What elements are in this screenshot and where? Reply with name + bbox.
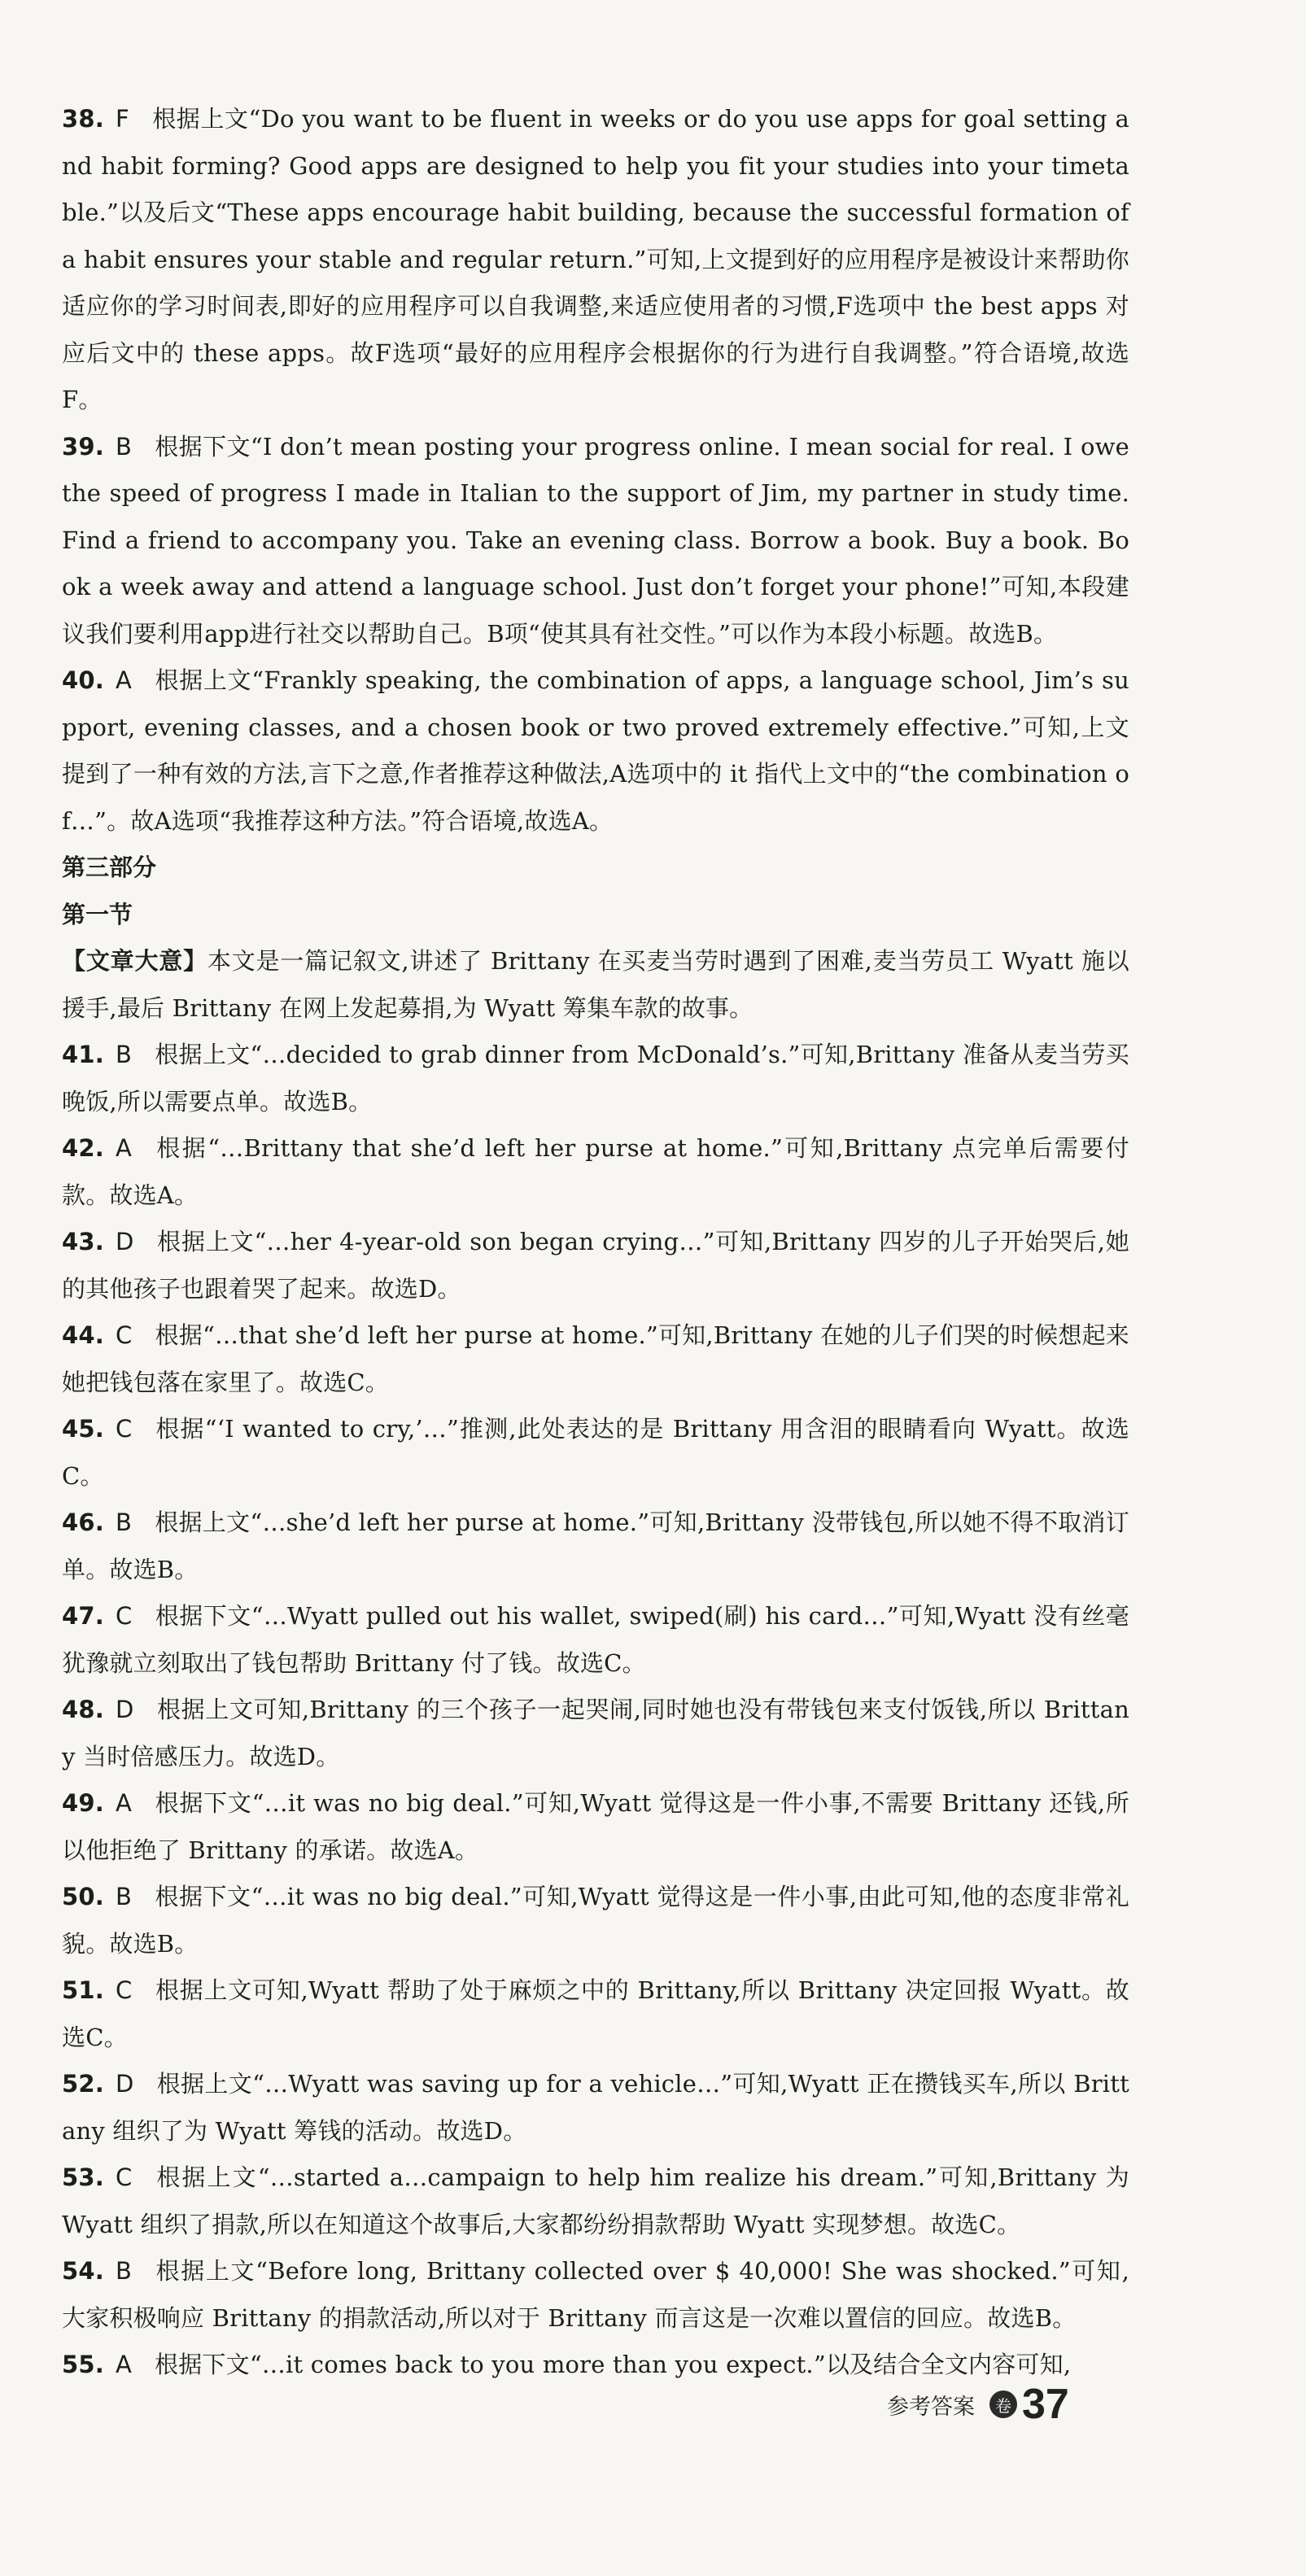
question-number: 51. (62, 1976, 104, 2004)
answer-item (62, 1032, 1129, 1125)
question-number: 54. (62, 2257, 104, 2285)
answer-explanation: 根据下文“…it was no big deal.”可知,Wyatt 觉得这是一件小事,不需要 Brittany 还钱,所以他拒绝了 Brittany 的承诺。故选A。 (62, 1789, 1129, 1864)
answer-item (62, 657, 1129, 845)
question-number: 45. (62, 1415, 104, 1443)
answer-item (62, 96, 1129, 424)
answer-item (62, 2061, 1129, 2155)
summary-text: 本文是一篇记叙文,讲述了 Brittany 在买麦当劳时遇到了困难,麦当劳员工 Wyatt 施以援手,最后 Brittany 在网上发起募捐,为 Wyatt 筹集车款的故事。 (62, 947, 1130, 1022)
question-number: 40. (62, 666, 104, 694)
answer-item (62, 1500, 1129, 1593)
answer-item (62, 1874, 1129, 1967)
answer-item (62, 1219, 1129, 1312)
volume-badge-icon: 卷 (989, 2390, 1017, 2418)
answer-explanation: 根据“…that she’d left her purse at home.”可知,Brittany 在她的儿子们哭的时候想起来她把钱包落在家里了。故选C。 (62, 1321, 1129, 1396)
answer-explanation: 根据上文“Frankly speaking, the combination of apps, a language school, Jim’s support, evening classes, and a chosen book or two proved extremely effective.”可知,上文提到了一种有效的方法,言下之意,作者推荐这种做法,A选项中的 it 指代上文中的“the combination of…”。故A选项“我推荐这种方法。”符合语境,故选A。 (62, 666, 1129, 835)
question-number: 49. (62, 1789, 104, 1817)
question-number: 38. (62, 105, 104, 133)
footer-label: 参考答案 (887, 2394, 975, 2420)
question-number: 44. (62, 1321, 104, 1349)
answer-explanation: 根据上文“Before long, Brittany collected over $ 40,000! She was shocked.”可知,大家积极响应 Brittany 的捐款活动,所以对于 Brittany 而言这是一次难以置信的回应。故选B。 (62, 2257, 1129, 2332)
answer-explanation: 根据上文“Do you want to be fluent in weeks or do you use apps for goal setting and habit forming? Good apps are designed to help you fit your studies into your timetable.”以及后文“These apps encourage habit building, because the successful formation of a habit ensures your stable and regular return.”可知,上文提到好的应用程序是被设计来帮助你适应你的学习时间表,即好的应用程序可以自我调整,来适应使用者的习惯,F选项中 the best apps 对应后文中的 these apps。故F选项“最好的应用程序会根据你的行为进行自我调整。”符合语境,故选F。 (62, 105, 1129, 413)
answer-option: B (115, 432, 133, 461)
answer-option: D (115, 1228, 134, 1255)
answer-item (62, 1967, 1129, 2061)
answer-option: B (115, 1508, 133, 1536)
page-number: 37 (1022, 2381, 1069, 2428)
answer-explanation: 根据“…Brittany that she’d left her purse at home.”可知,Brittany 点完单后需要付款。故选A。 (62, 1134, 1129, 1209)
question-number: 50. (62, 1883, 104, 1910)
question-number: 55. (62, 2351, 104, 2378)
answer-option: C (115, 1321, 133, 1349)
answer-item (62, 1125, 1129, 1219)
summary-tag: 【文章大意】 (62, 947, 207, 975)
answer-item (62, 2155, 1129, 2248)
answer-option: F (115, 105, 129, 133)
section-heading: 第三部分 (62, 854, 157, 881)
subsection-heading: 第一节 (62, 900, 133, 928)
answer-option: C (115, 2163, 133, 2191)
answer-explanation: 根据下文“…Wyatt pulled out his wallet, swiped(刷) his card…”可知,Wyatt 没有丝毫犹豫就立刻取出了钱包帮助 Brittany 付了钱。故选C。 (62, 1602, 1129, 1677)
answer-option: C (115, 1602, 133, 1630)
question-number: 43. (62, 1228, 104, 1255)
answer-item (62, 2248, 1129, 2342)
answer-explanation: 根据上文“…she’d left her purse at home.”可知,Brittany 没带钱包,所以她不得不取消订单。故选B。 (62, 1508, 1129, 1583)
answer-explanation: 根据下文“I don’t mean posting your progress online. I mean social for real. I owe the speed of progress I made in Italian to the support of Jim, my partner in study time. Find a friend to accompany you. Take an evening class. Borrow a book. Buy a book. Book a week away and attend a language school. Just don’t forget your phone!”可知,本段建议我们要利用app进行社交以帮助自己。B项“使其具有社交性。”可以作为本段小标题。故选B。 (62, 432, 1129, 648)
answer-item (62, 1312, 1129, 1406)
answer-option: A (115, 2351, 133, 2378)
answer-item (62, 1780, 1129, 1874)
question-number: 42. (62, 1134, 104, 1162)
answer-option: A (115, 1789, 133, 1817)
question-number: 52. (62, 2070, 104, 2098)
question-number: 53. (62, 2163, 104, 2191)
article-summary (62, 938, 1129, 1032)
answer-item (62, 1593, 1129, 1687)
answer-option: D (115, 1696, 134, 1723)
question-number: 48. (62, 1696, 104, 1723)
question-number: 47. (62, 1602, 104, 1630)
answer-item (62, 1687, 1129, 1780)
answer-explanation: 根据上文“…Wyatt was saving up for a vehicle…”可知,Wyatt 正在攒钱买车,所以 Brittany 组织了为 Wyatt 筹钱的活动。故选D。 (62, 2070, 1129, 2145)
answer-explanation: 根据上文“…decided to grab dinner from McDonald’s.”可知,Brittany 准备从麦当劳买晚饭,所以需要点单。故选B。 (62, 1041, 1129, 1116)
answer-explanation: 根据下文“…it was no big deal.”可知,Wyatt 觉得这是一件小事,由此可知,他的态度非常礼貌。故选B。 (62, 1883, 1129, 1958)
answer-explanation: 根据“‘I wanted to cry,’…”推测,此处表达的是 Brittany 用含泪的眼睛看向 Wyatt。故选C。 (62, 1415, 1129, 1490)
answer-content (62, 96, 1129, 2389)
answer-option: B (115, 2257, 133, 2285)
answer-option: B (115, 1883, 133, 1910)
question-number: 41. (62, 1041, 104, 1068)
answer-explanation: 根据上文“…started a…campaign to help him realize his dream.”可知,Brittany 为 Wyatt 组织了捐款,所以在知道这个故事后,大家都纷纷捐款帮助 Wyatt 实现梦想。故选C。 (62, 2163, 1129, 2238)
answer-option: A (115, 1134, 133, 1162)
answer-option: B (115, 1041, 133, 1068)
answer-option: A (115, 666, 133, 694)
question-number: 39. (62, 432, 104, 461)
answer-explanation: 根据上文可知,Brittany 的三个孩子一起哭闹,同时她也没有带钱包来支付饭钱,所以 Brittany 当时倍感压力。故选D。 (62, 1696, 1129, 1770)
page-footer (887, 2380, 1069, 2429)
answer-option: D (115, 2070, 134, 2098)
answer-option: C (115, 1415, 133, 1443)
question-number: 46. (62, 1508, 104, 1536)
answer-item (62, 424, 1129, 658)
answer-option: C (115, 1976, 133, 2004)
answer-explanation: 根据上文“…her 4-year-old son began crying…”可知,Brittany 四岁的儿子开始哭后,她的其他孩子也跟着哭了起来。故选D。 (62, 1228, 1129, 1303)
answer-explanation: 根据下文“…it comes back to you more than you expect.”以及结合全文内容可知, (155, 2351, 1072, 2378)
answer-explanation: 根据上文可知,Wyatt 帮助了处于麻烦之中的 Brittany,所以 Brittany 决定回报 Wyatt。故选C。 (62, 1976, 1129, 2051)
answer-item (62, 1406, 1129, 1500)
